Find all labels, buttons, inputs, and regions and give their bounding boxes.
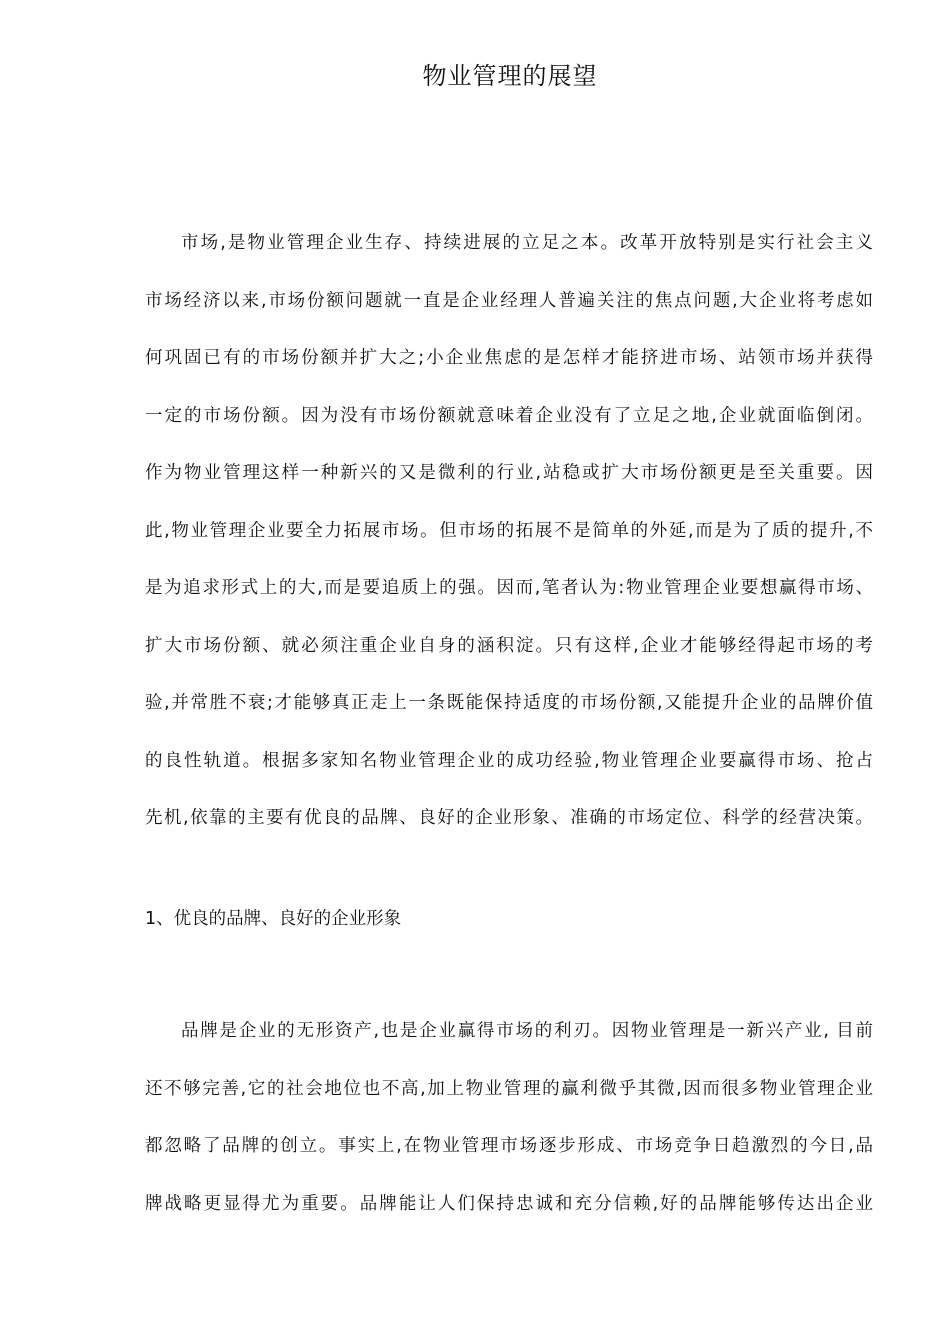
paragraph-brand (145, 1003, 873, 1233)
text-line: 作为物业管理这样一种新兴的又是微利的行业,站稳或扩大市场份额更是至关重要。因 (145, 463, 873, 483)
text-line: 何巩固已有的市场份额并扩大之;小企业焦虑的是怎样才能挤进市场、站领市场并获得 (145, 348, 873, 368)
text-line: 都忽略了品牌的创立。事实上,在物业管理市场逐步形成、市场竞争日趋激烈的今日,品 (145, 1136, 873, 1156)
page-title: 物业管理的展望 (422, 62, 598, 90)
text-line: 市场,是物业管理企业生存、持续进展的立足之本。改革开放特别是实行社会主义 (181, 233, 873, 253)
text-line: 市场经济以来,市场份额问题就一直是企业经理人普遍关注的焦点问题,大企业将考虑如 (145, 290, 873, 311)
text-line: 扩大市场份额、就必须注重企业自身的涵积淀。只有这样,企业才能够经得起市场的考 (145, 635, 873, 656)
text-line: 牌战略更显得尤为重要。品牌能让人们保持忠诚和充分信赖,好的品牌能够传达出企业 (145, 1193, 873, 1214)
text-line: 一定的市场份额。因为没有市场份额就意味着企业没有了立足之地,企业就面临倒闭。 (145, 405, 873, 426)
text-line: 是为追求形式上的大,而是要追质上的强。因而,笔者认为:物业管理企业要想赢得市场、 (145, 578, 873, 598)
text-line: 此,物业管理企业要全力拓展市场。但市场的拓展不是简单的外延,而是为了质的提升,不 (145, 520, 873, 541)
text-line: 还不够完善,它的社会地位也不高,加上物业管理的赢利微乎其微,因而很多物业管理企业 (145, 1078, 873, 1099)
paragraph-body (145, 1003, 873, 1233)
paragraph-market (145, 215, 873, 848)
text-line: 品牌是企业的无形资产,也是企业赢得市场的利刃。因物业管理是一新兴产业, 目前 (181, 1021, 873, 1041)
section-heading: 1、优良的品牌、良好的企业形象 (145, 909, 402, 929)
paragraph-body (145, 215, 873, 848)
text-line: 的良性轨道。根据多家知名物业管理企业的成功经验,物业管理企业要赢得市场、抢占 (145, 750, 873, 771)
text-line: 先机,依靠的主要有优良的品牌、良好的企业形象、准确的市场定位、科学的经营决策。 (145, 808, 873, 828)
text-line: 验,并常胜不衰;才能够真正走上一条既能保持适度的市场份额,又能提升企业的品牌价值 (145, 693, 873, 713)
